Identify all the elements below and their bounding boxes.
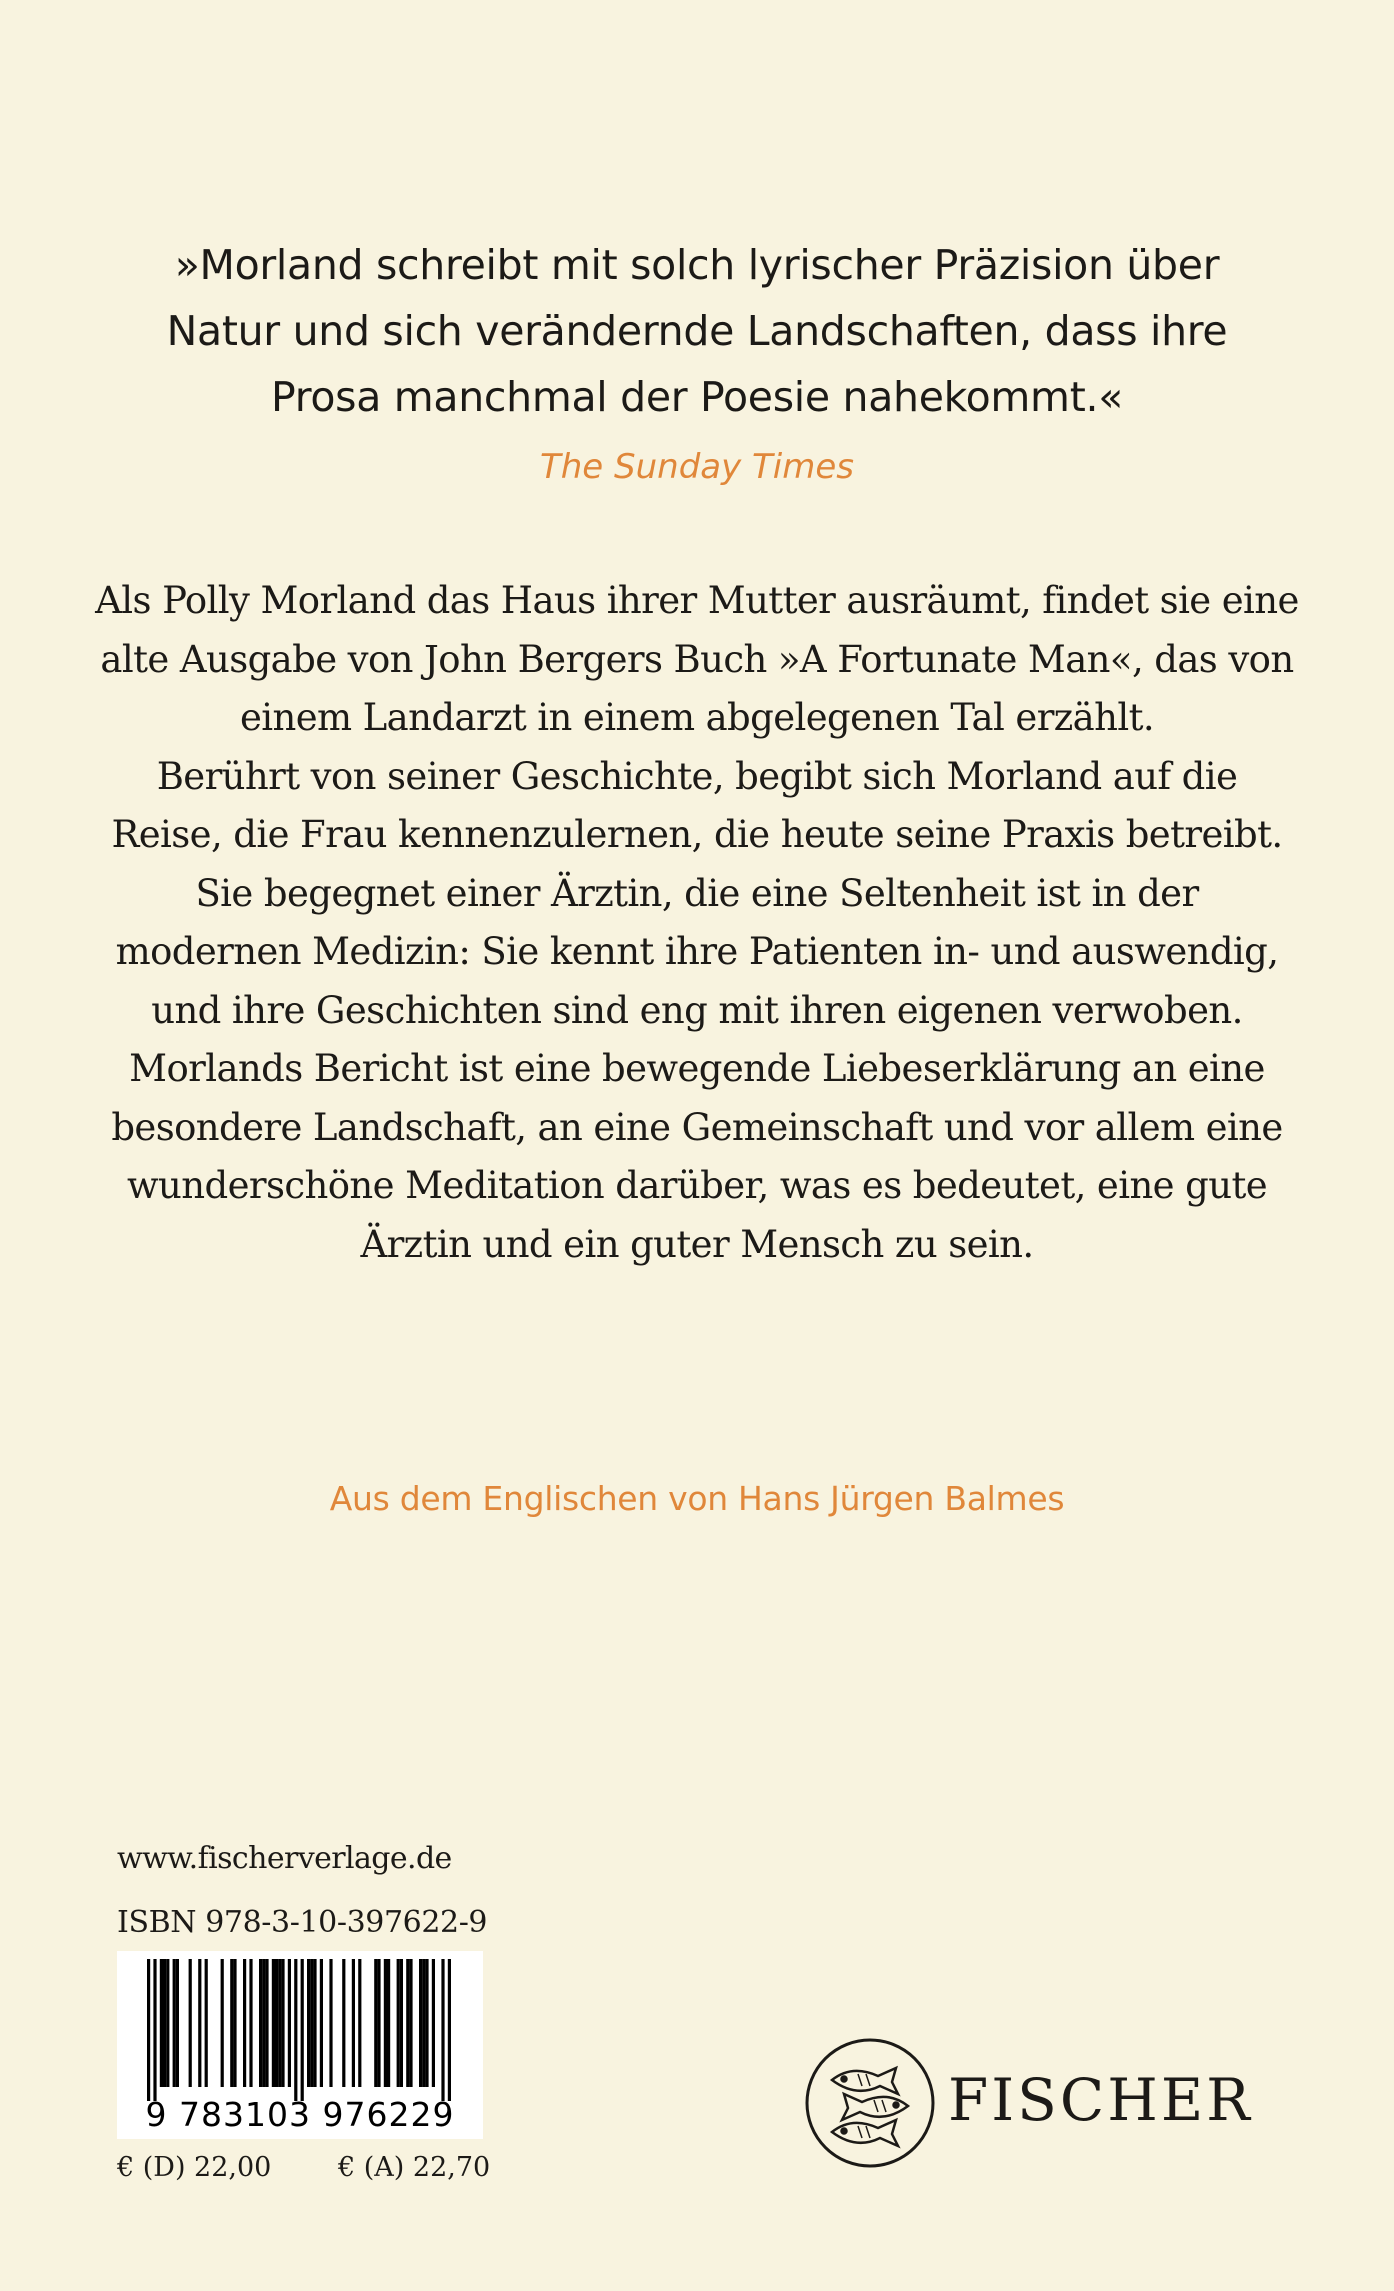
barcode-bar xyxy=(147,1959,150,2101)
publisher-logo xyxy=(800,2028,1280,2178)
barcode-bar xyxy=(230,1959,233,2087)
quote-line: »Morland schreibt mit solch lyrischer Präzision über xyxy=(174,241,1220,289)
barcode-bar xyxy=(329,1959,332,2087)
publisher-url: www.fischerverlage.de xyxy=(117,1841,452,1876)
isbn: ISBN 978-3-10-397622-9 xyxy=(117,1905,488,1940)
barcode-bar xyxy=(358,1959,361,2087)
barcode-bar xyxy=(166,1959,169,2087)
barcode-bar xyxy=(262,1959,265,2087)
review-quote xyxy=(97,232,1297,430)
barcode-bar xyxy=(387,1959,390,2087)
barcode-bar xyxy=(294,1959,297,2101)
barcode-bar xyxy=(448,1959,451,2101)
blurb-line: Morlands Bericht ist eine bewegende Liebeserklärung an eine xyxy=(129,1047,1265,1090)
blurb-line: wunderschöne Meditation darüber, was es bedeutet, eine gute xyxy=(126,1164,1268,1207)
translator-credit: Aus dem Englischen von Hans Jürgen Balmes xyxy=(329,1479,1065,1518)
barcode-bar xyxy=(342,1959,345,2087)
blurb-line: Als Polly Morland das Haus ihrer Mutter ausräumt, findet sie eine xyxy=(95,579,1299,622)
barcode-bar xyxy=(205,1959,208,2087)
barcode-bar xyxy=(160,1959,163,2087)
barcode-bar xyxy=(397,1959,400,2087)
quote-source: The Sunday Times xyxy=(539,447,855,487)
barcode-bar xyxy=(275,1959,278,2087)
barcode-bar xyxy=(233,1959,236,2087)
barcode-number: 9 783103 976229 xyxy=(145,2095,455,2134)
barcode-bar xyxy=(419,1959,422,2087)
barcode-bar xyxy=(288,1959,291,2087)
blurb-line: alte Ausgabe von John Bergers Buch »A Fortunate Man«, das von xyxy=(100,637,1294,681)
blurb-line: Sie begegnet einer Ärztin, die eine Seltenheit ist in der xyxy=(195,871,1199,915)
barcode-bar xyxy=(352,1959,355,2087)
barcode-bar xyxy=(384,1959,387,2087)
quote-line: Natur und sich verändernde Landschaften, dass ihre xyxy=(166,307,1228,355)
barcode-bar xyxy=(221,1959,224,2087)
barcode-bar xyxy=(153,1959,156,2101)
barcode-bar xyxy=(422,1959,425,2087)
blurb-line: Reise, die Frau kennenzulernen, die heute seine Praxis betreibt. xyxy=(111,813,1283,856)
barcode-bar xyxy=(400,1959,403,2087)
barcode-bar xyxy=(406,1959,409,2087)
publisher-name: FISCHER xyxy=(948,2066,1253,2134)
barcode-bar xyxy=(249,1959,252,2087)
barcode-bar xyxy=(377,1959,380,2087)
barcode-bar xyxy=(374,1959,377,2087)
barcode-bar xyxy=(307,1959,310,2087)
blurb-line: modernen Medizin: Sie kennt ihre Patienten in- und auswendig, xyxy=(115,930,1279,973)
barcode-bar xyxy=(272,1959,275,2087)
barcode xyxy=(117,1951,483,2139)
barcode-bar xyxy=(163,1959,166,2087)
barcode-bar xyxy=(281,1959,284,2087)
barcode-bars xyxy=(117,1951,483,2101)
barcode-bar xyxy=(173,1959,176,2087)
blurb-line: Berührt von seiner Geschichte, begibt sich Morland auf die xyxy=(156,754,1238,798)
barcode-bar xyxy=(425,1959,428,2087)
barcode-bar xyxy=(243,1959,246,2087)
barcode-bar xyxy=(265,1959,268,2087)
book-blurb xyxy=(60,572,1334,1274)
barcode-bar xyxy=(198,1959,201,2087)
barcode-bar xyxy=(313,1959,316,2087)
barcode-bar xyxy=(432,1959,435,2087)
barcode-bar xyxy=(278,1959,281,2087)
barcode-bar xyxy=(301,1959,304,2101)
barcode-bar xyxy=(189,1959,192,2087)
barcode-bar xyxy=(259,1959,262,2087)
quote-line: Prosa manchmal der Poesie nahekommt.« xyxy=(270,373,1123,421)
barcode-bar xyxy=(320,1959,323,2087)
barcode-bar xyxy=(176,1959,179,2087)
price-austria: € (A) 22,70 xyxy=(338,2152,491,2183)
blurb-line: einem Landarzt in einem abgelegenen Tal erzählt. xyxy=(239,696,1155,739)
blurb-line: besondere Landschaft, an eine Gemeinschaft und vor allem eine xyxy=(111,1105,1283,1149)
price-germany: € (D) 22,00 xyxy=(117,2152,272,2183)
barcode-bar xyxy=(409,1959,412,2087)
blurb-line: Ärztin und ein guter Mensch zu sein. xyxy=(360,1222,1034,1266)
barcode-bar xyxy=(310,1959,313,2087)
blurb-line: und ihre Geschichten sind eng mit ihren eigenen verwoben. xyxy=(151,988,1243,1032)
fischer-fish-seal-icon xyxy=(800,2028,940,2178)
barcode-bar xyxy=(441,1959,444,2101)
